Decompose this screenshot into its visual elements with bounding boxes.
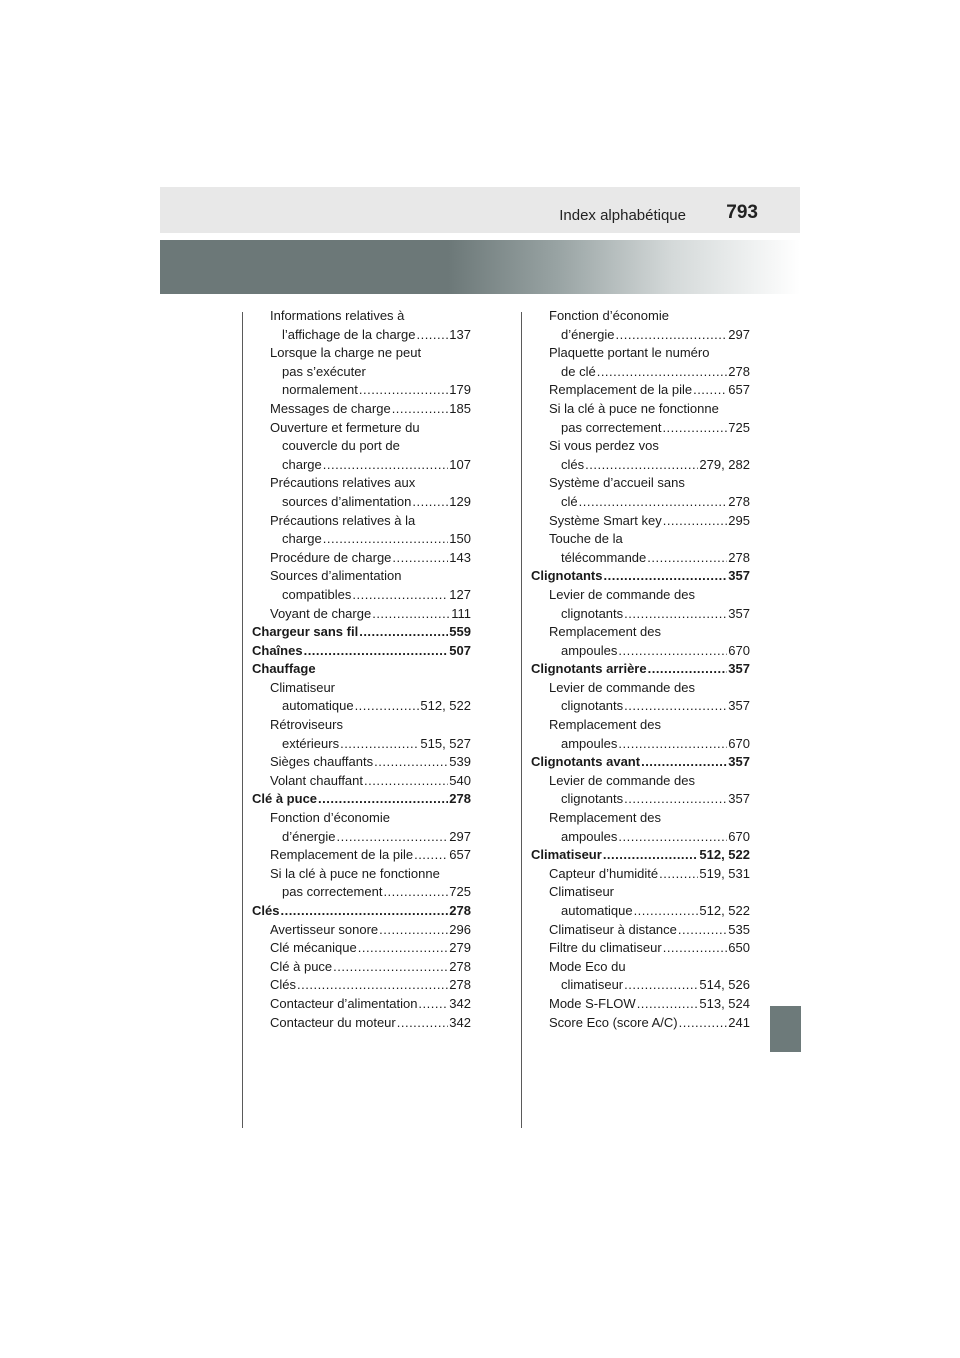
index-entry	[531, 697, 750, 716]
index-entry	[252, 846, 471, 865]
dot-leader	[604, 567, 728, 586]
index-entry-page-ref: 342	[449, 1014, 471, 1030]
index-entry-page-ref: 540	[449, 772, 471, 788]
dot-leader	[618, 828, 727, 847]
index-entry	[531, 456, 750, 475]
dot-leader	[383, 883, 448, 902]
dot-leader	[616, 326, 728, 345]
index-entry	[252, 586, 471, 605]
index-entry	[531, 400, 750, 419]
dot-leader	[418, 995, 448, 1014]
index-entry-text: Remplacement de la pile	[549, 382, 693, 398]
index-entry-text: d’énergie	[561, 326, 615, 342]
index-entry-text: Fonction d’économie	[270, 810, 390, 826]
index-entry	[252, 549, 471, 568]
index-entry-page-ref: 515, 527	[420, 735, 471, 751]
index-entry-page-ref: 357	[728, 661, 750, 677]
index-entry-text: clé	[561, 493, 578, 509]
index-entry	[531, 512, 750, 531]
index-entry-text: l’affichage de la charge	[282, 326, 416, 342]
index-entry-page-ref: 357	[728, 698, 750, 714]
dot-leader	[618, 735, 727, 754]
dot-leader	[379, 921, 448, 940]
index-entry	[531, 958, 750, 977]
index-entry	[252, 939, 471, 958]
index-entry	[531, 828, 750, 847]
index-entry-page-ref: 278	[449, 977, 471, 993]
index-entry	[252, 381, 471, 400]
dot-leader	[603, 846, 699, 865]
dot-leader	[337, 828, 449, 847]
index-entry-text: Score Eco (score A/C)	[549, 1014, 678, 1030]
index-entry-text: Climatiseur	[549, 884, 615, 900]
index-entry	[252, 679, 471, 698]
dot-leader	[333, 958, 448, 977]
index-entry-text: Clignotants arrière	[531, 661, 647, 677]
index-entry	[252, 363, 471, 382]
column-divider-right	[521, 312, 522, 1128]
index-entry	[531, 642, 750, 661]
index-entry-page-ref: 539	[449, 754, 471, 770]
index-entry	[531, 493, 750, 512]
index-entry-text: Si la clé à puce ne fonctionne	[549, 400, 719, 416]
index-entry-text: Procédure de charge	[270, 549, 392, 565]
dot-leader	[372, 605, 450, 624]
index-entry-page-ref: 295	[728, 512, 750, 528]
index-entry-text: pas s’exécuter	[282, 363, 366, 379]
dot-leader	[618, 642, 727, 661]
index-entry	[252, 400, 471, 419]
index-entry-text: Remplacement des	[549, 717, 661, 733]
index-entry	[531, 939, 750, 958]
chapter-thumb-tab	[770, 1006, 801, 1052]
index-entry-page-ref: 725	[449, 884, 471, 900]
index-entry-page-ref: 296	[449, 921, 471, 937]
dot-leader	[634, 902, 699, 921]
index-entry	[531, 326, 750, 345]
index-entry-text: télécommande	[561, 549, 647, 565]
dot-leader	[323, 456, 449, 475]
index-entry-text: Ouverture et fermeture du	[270, 419, 420, 435]
index-entry-text: Clé mécanique	[270, 940, 357, 956]
index-entry	[531, 716, 750, 735]
index-entry	[531, 1014, 750, 1033]
index-entry-text: Touche de la	[549, 531, 623, 547]
column-divider-left	[242, 312, 243, 1128]
index-entry-text: compatibles	[282, 586, 352, 602]
index-entry-page-ref: 278	[449, 791, 471, 807]
index-entry-text: Remplacement des	[549, 624, 661, 640]
index-entry	[252, 512, 471, 531]
index-entry-text: clignotants	[561, 605, 624, 621]
index-entry	[531, 623, 750, 642]
index-entry-text: Mode S-FLOW	[549, 995, 636, 1011]
dot-leader	[624, 605, 727, 624]
dot-leader	[414, 846, 448, 865]
dot-leader	[340, 735, 419, 754]
index-entry-text: automatique	[282, 698, 354, 714]
index-entry-text: charge	[282, 456, 322, 472]
index-entry	[252, 790, 471, 809]
index-entry-text: clignotants	[561, 791, 624, 807]
index-entry-text: Clés	[270, 977, 297, 993]
index-entry-text: Remplacement de la pile	[270, 847, 414, 863]
index-entry	[531, 883, 750, 902]
index-entry-text: Sources d’alimentation	[270, 568, 402, 584]
dot-leader	[693, 381, 727, 400]
page-header	[160, 187, 800, 233]
index-entry	[531, 772, 750, 791]
index-entry-page-ref: 297	[449, 828, 471, 844]
section-title: Index alphabétique	[559, 207, 686, 224]
index-entry	[252, 326, 471, 345]
index-entry-text: Messages de charge	[270, 400, 391, 416]
index-entry	[531, 865, 750, 884]
index-entry	[252, 605, 471, 624]
index-entry-text: ampoules	[561, 642, 618, 658]
index-entry-text: Lorsque la charge ne peut	[270, 345, 422, 361]
index-entry-page-ref: 179	[449, 382, 471, 398]
index-entry	[252, 623, 471, 642]
index-entry-page-ref: 241	[728, 1014, 750, 1030]
index-entry-text: extérieurs	[282, 735, 340, 751]
index-entry-text: Clignotants	[531, 568, 603, 584]
dot-leader	[397, 1014, 449, 1033]
index-entry-text: Rétroviseurs	[270, 717, 343, 733]
index-entry-text: Précautions relatives à la	[270, 512, 416, 528]
index-entry	[531, 753, 750, 772]
dot-leader	[663, 512, 728, 531]
dot-leader	[355, 697, 420, 716]
index-entry-text: charge	[282, 531, 322, 547]
index-entry	[252, 493, 471, 512]
index-entry	[531, 474, 750, 493]
dot-leader	[318, 790, 448, 809]
index-entry-text: Levier de commande des	[549, 586, 695, 602]
index-entry-text: ampoules	[561, 828, 618, 844]
index-entry-text: Remplacement des	[549, 810, 661, 826]
dot-leader	[416, 326, 448, 345]
index-entry	[531, 307, 750, 326]
index-entry-page-ref: 670	[728, 828, 750, 844]
dot-leader	[374, 753, 448, 772]
index-entry	[252, 809, 471, 828]
dot-leader	[579, 493, 728, 512]
index-entry-page-ref: 297	[728, 326, 750, 342]
index-entry-text: Climatiseur	[531, 847, 602, 863]
index-entry-text: Chargeur sans fil	[252, 624, 359, 640]
index-entry	[252, 419, 471, 438]
index-entry-text: Clignotants avant	[531, 754, 641, 770]
index-entry-page-ref: 670	[728, 642, 750, 658]
index-entry-page-ref: 357	[728, 791, 750, 807]
index-entry-page-ref: 519, 531	[699, 865, 750, 881]
index-entry	[531, 976, 750, 995]
index-entry	[531, 567, 750, 586]
index-entry-page-ref: 670	[728, 735, 750, 751]
index-entry	[252, 902, 471, 921]
index-entry	[531, 846, 750, 865]
dot-leader	[663, 939, 728, 958]
index-entry-text: normalement	[282, 382, 358, 398]
index-entry-text: couvercle du port de	[282, 438, 400, 454]
index-entry	[531, 660, 750, 679]
index-entry-page-ref: 559	[449, 624, 471, 640]
index-entry	[531, 437, 750, 456]
dot-leader	[662, 419, 727, 438]
dot-leader	[637, 995, 699, 1014]
index-entry	[252, 660, 471, 679]
index-entry-text: Chaînes	[252, 642, 303, 658]
index-entry	[531, 995, 750, 1014]
index-entry	[531, 679, 750, 698]
dot-leader	[392, 549, 448, 568]
index-entry-page-ref: 512, 522	[699, 903, 750, 918]
index-entry	[252, 976, 471, 995]
index-entry-page-ref: 129	[449, 493, 471, 509]
index-entry	[252, 437, 471, 456]
index-entry-text: Système Smart key	[549, 512, 662, 528]
index-entry-text: Levier de commande des	[549, 679, 695, 695]
index-entry-page-ref: 150	[449, 531, 471, 547]
dot-leader	[359, 623, 448, 642]
index-entry-page-ref: 342	[449, 995, 471, 1011]
dot-leader	[364, 772, 448, 791]
index-column-left	[252, 307, 471, 1032]
index-entry	[252, 772, 471, 791]
index-entry-text: sources d’alimentation	[282, 493, 412, 509]
index-entry-text: Précautions relatives aux	[270, 475, 416, 491]
index-entry-text: Climatiseur	[270, 679, 336, 695]
dot-leader	[678, 921, 727, 940]
index-entry	[252, 474, 471, 493]
index-entry	[252, 530, 471, 549]
index-entry-page-ref: 514, 526	[699, 977, 750, 993]
dot-leader	[624, 697, 727, 716]
index-entry-page-ref: 279	[449, 940, 471, 956]
index-entry-page-ref: 278	[728, 549, 750, 565]
index-entry-page-ref: 357	[728, 568, 750, 584]
dot-leader	[323, 530, 449, 549]
index-entry	[252, 456, 471, 475]
dot-leader	[358, 939, 449, 958]
index-entry-text: clignotants	[561, 698, 624, 714]
index-entry	[252, 921, 471, 940]
index-entry-text: Climatiseur à distance	[549, 921, 677, 937]
dot-leader	[412, 493, 448, 512]
index-entry-page-ref: 650	[728, 940, 750, 956]
page-number: 793	[726, 202, 758, 223]
index-entry-page-ref: 357	[728, 754, 750, 770]
index-entry	[252, 716, 471, 735]
index-entry-text: Fonction d’économie	[549, 308, 669, 323]
index-entry-text: Si vous perdez vos	[549, 438, 659, 454]
index-entry	[531, 735, 750, 754]
index-entry	[252, 735, 471, 754]
index-entry	[252, 1014, 471, 1033]
dot-leader	[304, 642, 449, 661]
index-entry-page-ref: 657	[449, 847, 471, 863]
index-entry-text: Si la clé à puce ne fonctionne	[270, 865, 440, 881]
index-entry-page-ref: 657	[728, 382, 750, 398]
dot-leader	[597, 363, 728, 382]
index-entry	[531, 921, 750, 940]
index-entry-page-ref: 725	[728, 419, 750, 435]
index-entry-text: Chauffage	[252, 661, 316, 677]
index-entry-text: Filtre du climatiseur	[549, 940, 662, 956]
index-entry	[531, 809, 750, 828]
index-entry-page-ref: 143	[449, 549, 471, 565]
index-entry-page-ref: 512, 522	[699, 847, 750, 863]
index-entry-text: Contacteur d’alimentation	[270, 995, 418, 1011]
index-entry-page-ref: 278	[728, 363, 750, 379]
index-entry	[531, 549, 750, 568]
dot-leader	[679, 1014, 728, 1033]
index-entry-page-ref: 127	[449, 586, 471, 602]
index-entry-text: Clés	[252, 903, 280, 918]
index-entry-text: Contacteur du moteur	[270, 1014, 396, 1030]
index-entry-text: pas correctement	[282, 884, 383, 900]
index-entry-text: Plaquette portant le numéro	[549, 345, 710, 361]
index-entry-page-ref: 111	[451, 605, 471, 621]
index-entry-page-ref: 185	[449, 400, 471, 416]
index-entry	[252, 642, 471, 661]
index-entry	[252, 697, 471, 716]
index-entry	[252, 958, 471, 977]
index-entry-page-ref: 512, 522	[420, 698, 471, 714]
index-entry-page-ref: 278	[449, 958, 471, 974]
index-entry	[531, 419, 750, 438]
index-entry	[252, 865, 471, 884]
index-entry-page-ref: 137	[449, 326, 471, 342]
dot-leader	[585, 456, 698, 475]
dot-leader	[641, 753, 727, 772]
index-entry	[252, 995, 471, 1014]
index-entry	[531, 363, 750, 382]
dot-leader	[297, 976, 448, 995]
index-entry	[252, 753, 471, 772]
index-entry	[531, 381, 750, 400]
index-entry-text: de clé	[561, 363, 596, 379]
index-entry-text: Informations relatives à	[270, 308, 405, 323]
index-entry-text: Système d’accueil sans	[549, 475, 685, 491]
index-entry	[252, 828, 471, 847]
index-entry-text: Voyant de charge	[270, 605, 372, 621]
index-entry-page-ref: 278	[449, 903, 471, 918]
index-entry-text: pas correctement	[561, 419, 662, 435]
dot-leader	[624, 790, 727, 809]
index-column-right	[531, 307, 750, 1032]
index-entry-text: Volant chauffant	[270, 772, 364, 788]
dot-leader	[648, 660, 728, 679]
index-entry-text: Levier de commande des	[549, 772, 695, 788]
index-entry-text: ampoules	[561, 735, 618, 751]
index-entry	[252, 883, 471, 902]
dot-leader	[647, 549, 727, 568]
dot-leader	[352, 586, 448, 605]
dot-leader	[392, 400, 449, 419]
index-entry-page-ref: 107	[449, 456, 471, 472]
index-entry-text: Clé à puce	[270, 958, 333, 974]
index-entry-page-ref: 279, 282	[699, 456, 750, 472]
index-entry-text: Avertisseur sonore	[270, 921, 379, 937]
index-entry-text: Mode Eco du	[549, 958, 626, 974]
index-entry-page-ref: 535	[728, 921, 750, 937]
index-entry	[252, 567, 471, 586]
dot-leader	[624, 976, 698, 995]
index-entry	[531, 530, 750, 549]
index-entry-text: Clé à puce	[252, 791, 318, 807]
index-entry-text: automatique	[561, 903, 633, 918]
index-entry	[531, 344, 750, 363]
index-entry-text: clés	[561, 456, 585, 472]
index-entry	[531, 586, 750, 605]
dot-leader	[359, 381, 448, 400]
index-entry-page-ref: 513, 524	[699, 995, 750, 1011]
index-entry	[531, 902, 750, 921]
index-entry-text: climatiseur	[561, 977, 624, 993]
dot-leader	[280, 902, 448, 921]
index-entry	[531, 605, 750, 624]
index-entry	[252, 307, 471, 326]
index-entry-page-ref: 357	[728, 605, 750, 621]
index-entry	[531, 790, 750, 809]
index-entry	[252, 344, 471, 363]
dot-leader	[659, 865, 698, 884]
index-entry-text: Sièges chauffants	[270, 754, 374, 770]
index-entry-text: Capteur d’humidité	[549, 865, 659, 881]
index-entry-text: d’énergie	[282, 828, 336, 844]
index-entry-page-ref: 507	[449, 642, 471, 658]
index-entry-page-ref: 278	[728, 493, 750, 509]
header-gradient-band	[160, 240, 800, 294]
